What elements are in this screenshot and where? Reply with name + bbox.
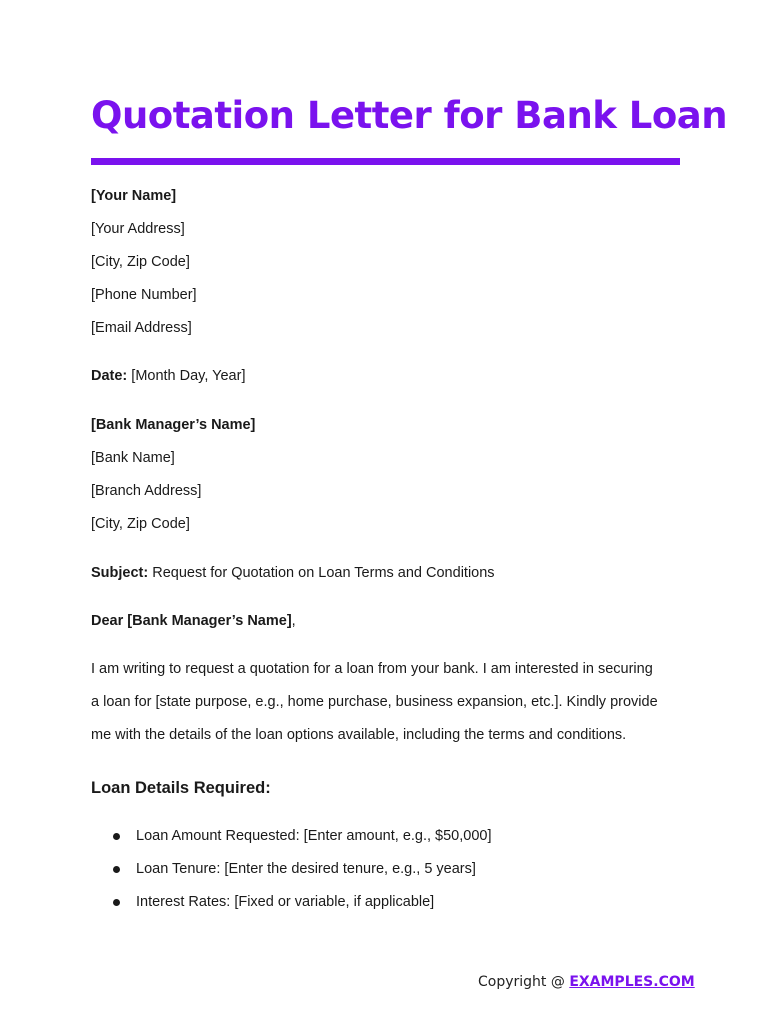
- sender-email: [Email Address]: [91, 320, 192, 336]
- recipient-city-zip: [City, Zip Code]: [91, 516, 190, 532]
- sender-name: [Your Name]: [91, 188, 177, 204]
- subject-label: Subject:: [91, 565, 149, 581]
- date-value: [Month Day, Year]: [127, 368, 246, 384]
- date-line: [91, 366, 245, 386]
- recipient-branch: [Branch Address]: [91, 483, 202, 499]
- footer-copyright: [478, 972, 695, 992]
- bullet-icon: [113, 899, 120, 906]
- subject-line: [91, 563, 495, 583]
- date-label: Date:: [91, 368, 128, 384]
- body-line-3: me with the details of the loan options available, including the terms and conditions.: [91, 727, 627, 743]
- bullet-icon: [113, 866, 120, 873]
- salutation-punct: ,: [291, 613, 296, 629]
- salutation: [91, 611, 296, 631]
- bullet-icon: [113, 833, 120, 840]
- recipient-name: [Bank Manager’s Name]: [91, 417, 256, 433]
- examples-link[interactable]: EXAMPLES.COM: [569, 974, 695, 990]
- loan-details-heading: Loan Details Required:: [91, 779, 271, 797]
- subject-value: Request for Quotation on Loan Terms and Conditions: [148, 565, 495, 581]
- salutation-name: Dear [Bank Manager’s Name]: [91, 613, 292, 629]
- title-divider: [91, 158, 680, 165]
- copyright-text: Copyright @: [478, 974, 570, 990]
- list-item-text: Loan Tenure: [Enter the desired tenure, e.g., 5 years]: [136, 861, 476, 877]
- sender-city-zip: [City, Zip Code]: [91, 254, 190, 270]
- list-item-text: Loan Amount Requested: [Enter amount, e.g., $50,000]: [136, 828, 492, 844]
- page-title: Quotation Letter for Bank Loan: [91, 94, 728, 137]
- sender-address: [Your Address]: [91, 221, 185, 237]
- recipient-bank: [Bank Name]: [91, 450, 175, 466]
- list-item-text: Interest Rates: [Fixed or variable, if applicable]: [136, 894, 435, 910]
- body-line-1: I am writing to request a quotation for a loan from your bank. I am interested in securing: [91, 661, 653, 677]
- sender-phone: [Phone Number]: [91, 287, 197, 303]
- body-line-2: a loan for [state purpose, e.g., home purchase, business expansion, etc.]. Kindly provide: [91, 694, 658, 710]
